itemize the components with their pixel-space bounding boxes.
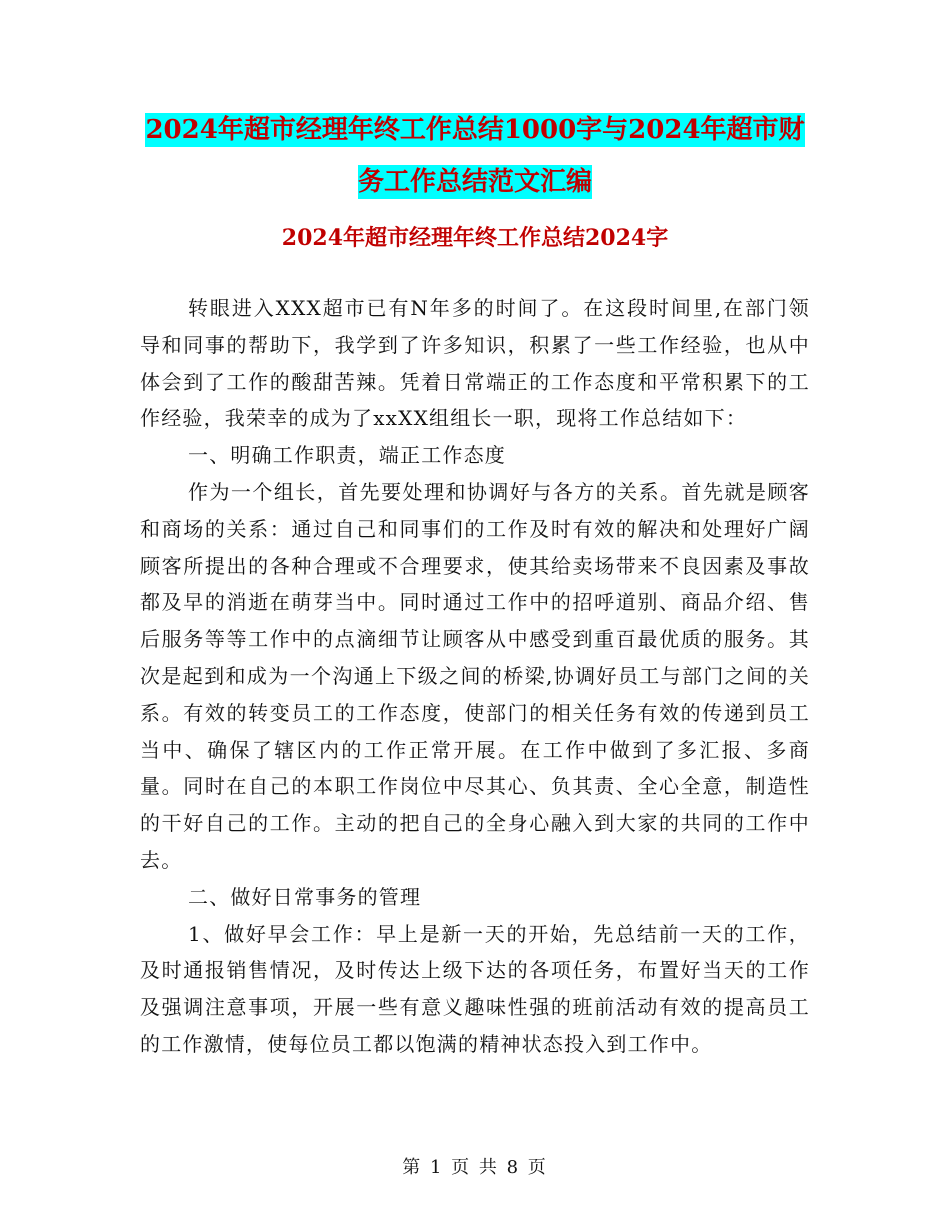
section-subtitle: 2024年超市经理年终工作总结2024字	[281, 225, 669, 251]
document-body	[140, 290, 810, 1063]
page-footer: 第 1 页 共 8 页	[402, 1157, 548, 1178]
paragraph-morning-meeting: 1、做好早会工作：早上是新一天的开始，先总结前一天的工作，及时通报销售情况，及时传达上级下达的各项任务，布置好当天的工作及强调注意事项，开展一些有意义趣味性强的班前活动有效的提高员工的工作激情，使每位员工都以饱满的精神状态投入到工作中。	[140, 921, 810, 1056]
section-heading-1: 一、明确工作职责，端正工作态度	[188, 443, 506, 468]
paragraph-duties: 作为一个组长，首先要处理和协调好与各方的关系。首先就是顾客和商场的关系：通过自己和同事们的工作及时有效的解决和处理好广阔顾客所提出的各种合理或不合理要求，使其给卖场带来不良因素及事故都及早的消逝在萌芽当中。同时通过工作中的招呼道别、商品介绍、售后服务等等工作中的点滴细节让顾客从中感受到重百最优质的服务。其次是起到和成为一个沟通上下级之间的桥梁,协调好员工与部门之间的关系。有效的转变员工的工作态度，使部门的相关任务有效的传递到员工当中、确保了辖区内的工作正常开展。在工作中做到了多汇报、多商量。同时在自己的本职工作岗位中尽其心、负其责、全心全意，制造性的干好自己的工作。主动的把自己的全身心融入到大家的共同的工作中去。	[140, 479, 810, 872]
document-title	[140, 104, 810, 208]
title-highlight: 2024年超市经理年终工作总结1000字与2024年超市财务工作总结范文汇编	[145, 115, 805, 197]
paragraph-intro: 转眼进入XXX超市已有N年多的时间了。在这段时间里,在部门领导和同事的帮助下，我学到了许多知识，积累了一些工作经验，也从中体会到了工作的酸甜苦辣。凭着日常端正的工作态度和平常积累下的工作经验，我荣幸的成为了xxXX组组长一职，现将工作总结如下：	[140, 296, 810, 431]
section-heading-2: 二、做好日常事务的管理	[188, 884, 422, 909]
